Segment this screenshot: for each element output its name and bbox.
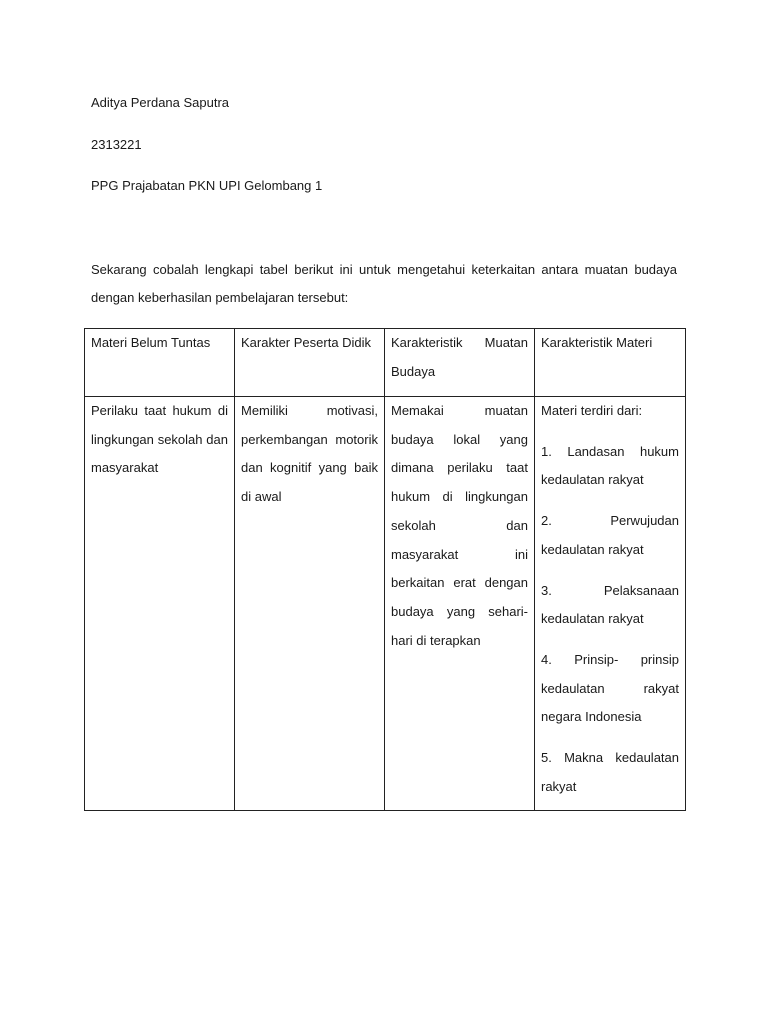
materi-list	[541, 438, 679, 802]
author-name: Aditya Perdana Saputra	[91, 95, 230, 110]
column-header-karakteristik-muatan-budaya: Karakteristik Muatan Budaya	[385, 329, 535, 397]
cell-karakter-peserta-didik	[235, 397, 385, 811]
table-header-row	[85, 329, 686, 397]
table-row	[85, 397, 686, 811]
column-header-karakter-peserta-didik: Karakter Peserta Didik	[235, 329, 385, 397]
intro-paragraph: Sekarang cobalah lengkapi tabel berikut ini untuk mengetahui keterkaitan antara muatan budaya dengan keberhasilan pembelajaran tersebut:	[91, 262, 677, 305]
list-item: 3. Pelaksanaan kedaulatan rakyat	[541, 582, 679, 627]
cell-karakteristik-materi	[535, 397, 686, 811]
program-name: PPG Prajabatan PKN UPI Gelombang 1	[91, 178, 323, 193]
cell-text: Perilaku taat hukum di lingkungan sekolah dan masyarakat	[91, 403, 228, 476]
column-header-karakteristik-materi: Karakteristik Materi	[535, 329, 686, 397]
list-item: 5. Makna kedaulatan rakyat	[541, 750, 679, 794]
assessment-table	[84, 328, 686, 811]
column-header-materi-belum-tuntas: Materi Belum Tuntas	[85, 329, 235, 397]
cell-text: Memakai muatan budaya lokal yang dimana perilaku taat hukum di lingkungan sekolah dan masyarakat ini berkaitan erat dengan budaya yang sehari-hari di terapkan	[391, 403, 528, 648]
list-item: 1. Landasan hukum kedaulatan rakyat	[541, 443, 679, 488]
student-id: 2313221	[91, 137, 142, 152]
list-item: 2. Perwujudan kedaulatan rakyat	[541, 513, 679, 557]
cell-text: Memiliki motivasi, perkembangan motorik dan kognitif yang baik di awal	[241, 403, 378, 505]
materi-list-intro: Materi terdiri dari:	[541, 403, 643, 418]
list-item: 4. Prinsip- prinsip kedaulatan rakyat negara Indonesia	[541, 651, 679, 725]
cell-materi-belum-tuntas	[85, 397, 235, 811]
cell-karakteristik-muatan-budaya	[385, 397, 535, 811]
